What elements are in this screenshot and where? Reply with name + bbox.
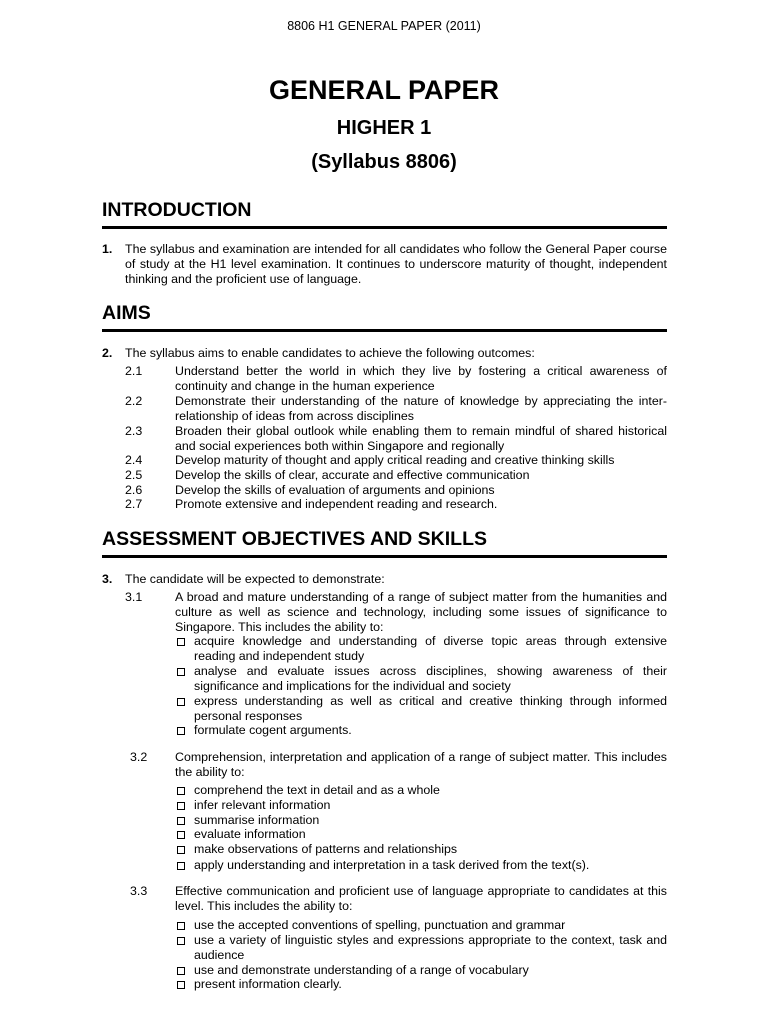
aim-item <box>125 453 667 468</box>
checkbox-bullet-icon <box>177 831 185 839</box>
item-text: Demonstrate their understanding of the nature of knowledge by appreciating the inter-relationship of ideas from across disciplines <box>175 394 667 423</box>
section-aims <box>102 301 667 332</box>
item-text: Effective communication and proficient use of language appropriate to candidates at this level. This includes the ability to: <box>175 884 667 913</box>
checkbox-bullet-icon <box>177 668 185 676</box>
checkbox-bullet-icon <box>177 638 185 646</box>
aim-item <box>125 424 667 454</box>
item-text: Broaden their global outlook while enabling them to remain mindful of shared historical and social experiences both within Singapore and regionally <box>175 424 667 453</box>
bullet-item <box>175 858 667 873</box>
checkbox-bullet-icon <box>177 981 185 989</box>
bullet-item <box>175 798 667 813</box>
paragraph-1 <box>102 242 667 287</box>
paragraph-number: 1. <box>102 242 113 256</box>
checkbox-bullet-icon <box>177 967 185 975</box>
objective-item <box>125 590 667 635</box>
section-heading-assessment: ASSESSMENT OBJECTIVES AND SKILLS <box>102 528 488 550</box>
paragraph-text: The candidate will be expected to demonstrate: <box>125 572 385 586</box>
item-number: 2.4 <box>125 453 143 467</box>
checkbox-bullet-icon <box>177 846 185 854</box>
bullet-text: formulate cogent arguments. <box>194 723 352 737</box>
bullet-item <box>175 723 667 738</box>
bullet-text: use the accepted conventions of spelling, punctuation and grammar <box>194 918 566 932</box>
syllabus-code: (Syllabus 8806) <box>311 151 457 173</box>
checkbox-bullet-icon <box>177 802 185 810</box>
section-assessment <box>102 527 667 558</box>
aim-item <box>125 468 667 483</box>
bullet-text: make observations of patterns and relationships <box>194 842 458 856</box>
aim-item <box>125 394 667 424</box>
document-subtitle: HIGHER 1 <box>336 117 432 139</box>
running-header: 8806 H1 GENERAL PAPER (2011) <box>287 19 481 33</box>
checkbox-bullet-icon <box>177 817 185 825</box>
item-text: Comprehension, interpretation and application of a range of subject matter. This includes the ability to: <box>175 750 667 779</box>
item-text: Develop maturity of thought and apply critical reading and creative thinking skills <box>175 453 615 467</box>
bullet-item <box>175 977 667 992</box>
checkbox-bullet-icon <box>177 787 185 795</box>
bullet-text: present information clearly. <box>194 977 342 991</box>
paragraph-text: The syllabus aims to enable candidates to achieve the following outcomes: <box>125 346 535 360</box>
item-text: Promote extensive and independent reading and research. <box>175 497 498 511</box>
paragraph-number: 2. <box>102 346 113 360</box>
item-number: 3.2 <box>130 750 148 764</box>
aim-item <box>125 497 667 512</box>
item-number: 2.5 <box>125 468 143 482</box>
paragraph-3 <box>102 572 667 587</box>
bullet-text: summarise information <box>194 813 320 827</box>
item-text: Develop the skills of clear, accurate and effective communication <box>175 468 530 482</box>
section-introduction <box>102 198 667 229</box>
item-number: 2.1 <box>125 364 143 378</box>
checkbox-bullet-icon <box>177 698 185 706</box>
checkbox-bullet-icon <box>177 937 185 945</box>
bullet-text: analyse and evaluate issues across disciplines, showing awareness of their significance and implications for the individual and society <box>194 664 667 693</box>
section-rule <box>102 555 667 558</box>
bullet-text: acquire knowledge and understanding of diverse topic areas through extensive reading and independent study <box>194 634 667 663</box>
item-number: 2.7 <box>125 497 143 511</box>
item-number: 2.2 <box>125 394 143 408</box>
bullet-text: use and demonstrate understanding of a range of vocabulary <box>194 963 529 977</box>
bullet-item <box>175 963 667 978</box>
aim-item <box>125 483 667 498</box>
paragraph-number: 3. <box>102 572 113 586</box>
bullet-text: use a variety of linguistic styles and expressions appropriate to the context, task and audience <box>194 933 667 962</box>
bullet-item <box>175 783 667 798</box>
bullet-item <box>175 918 667 933</box>
checkbox-bullet-icon <box>177 727 185 735</box>
bullet-text: evaluate information <box>194 827 306 841</box>
item-number: 2.6 <box>125 483 143 497</box>
bullet-text: comprehend the text in detail and as a whole <box>194 783 440 797</box>
bullet-item <box>175 827 667 842</box>
document-title: GENERAL PAPER <box>268 75 500 105</box>
bullet-text: apply understanding and interpretation in a task derived from the text(s). <box>194 858 590 872</box>
bullet-item <box>175 694 667 724</box>
bullet-item <box>175 664 667 694</box>
paragraph-text: The syllabus and examination are intended for all candidates who follow the General Paper course of study at the H1 level examination. It continues to underscore maturity of thought, independent thinking and the proficient use of language. <box>125 242 667 286</box>
bullet-item <box>175 813 667 828</box>
section-rule <box>102 329 667 332</box>
checkbox-bullet-icon <box>177 862 185 870</box>
section-heading-introduction: INTRODUCTION <box>102 199 252 221</box>
item-number: 2.3 <box>125 424 143 438</box>
item-text: A broad and mature understanding of a range of subject matter from the humanities and culture as well as science and technology, including some issues of significance to Singapore. This includes the ability to: <box>175 590 667 634</box>
bullet-item <box>175 634 667 664</box>
checkbox-bullet-icon <box>177 922 185 930</box>
bullet-item <box>175 933 667 963</box>
section-heading-aims: AIMS <box>102 302 151 324</box>
item-text: Understand better the world in which they live by fostering a critical awareness of continuity and change in the human experience <box>175 364 667 393</box>
item-number: 3.3 <box>130 884 148 898</box>
bullet-item <box>175 842 667 857</box>
item-number: 3.1 <box>125 590 143 604</box>
aim-item <box>125 364 667 394</box>
objective-item <box>130 750 667 780</box>
section-rule <box>102 226 667 229</box>
objective-item <box>130 884 667 914</box>
item-text: Develop the skills of evaluation of arguments and opinions <box>175 483 495 497</box>
bullet-text: express understanding as well as critical and creative thinking through informed personal responses <box>194 694 667 723</box>
paragraph-2 <box>102 346 667 361</box>
bullet-text: infer relevant information <box>194 798 331 812</box>
